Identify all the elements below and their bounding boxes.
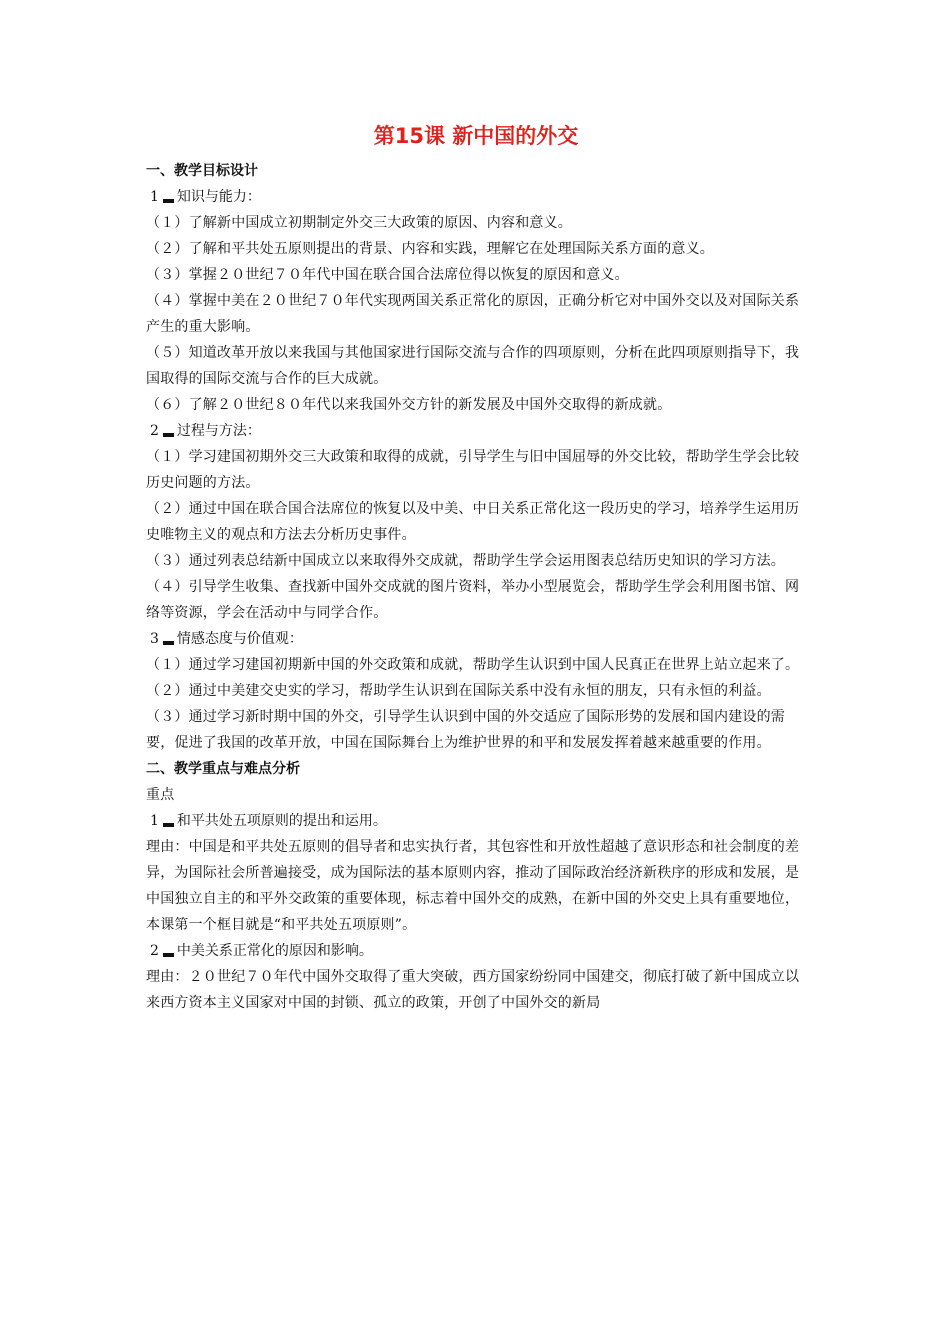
paragraph: （４）引导学生收集、查找新中国外交成就的图片资料，举办小型展览会，帮助学生学会利用图书馆、网络等资源，学会在活动中与同学合作。 <box>146 579 800 621</box>
section1-heading: 一、教学目标设计 <box>146 163 258 179</box>
bullet-mark-icon <box>163 433 174 437</box>
sub-number: 2 <box>150 423 159 439</box>
section2-heading: 二、教学重点与难点分析 <box>146 761 300 777</box>
reason-paragraph: 理由：中国是和平共处五原则的倡导者和忠实执行者，其包容性和开放性超越了意识形态和社会制度的差异，为国际社会所普遍接受，成为国际法的基本原则内容，推动了国际政治经济新秩序的形成和发展，是中国独立自主的和平外交政策的重要体现，标志着中国外交的成熟，在新中国的外交史上具有重要地位，本课第一个框目就是“和平共处五项原则”。 <box>146 839 800 933</box>
sub-label: 过程与方法： <box>176 423 261 439</box>
subheading-knowledge <box>146 184 806 210</box>
bullet-mark-icon <box>163 823 174 827</box>
sub-label: 知识与能力： <box>176 189 261 205</box>
focus-label: 重点 <box>146 787 175 803</box>
paragraph: （２）通过中国在联合国合法席位的恢复以及中美、中日关系正常化这一段历史的学习，培养学生运用历史唯物主义的观点和方法去分析历史事件。 <box>146 501 800 543</box>
paragraph: （３）通过学习新时期中国的外交，引导学生认识到中国的外交适应了国际形势的发展和国内建设的需要，促进了我国的改革开放，中国在国际舞台上为维护世界的和平和发展发挥着越来越重要的作用。 <box>146 709 785 751</box>
paragraph: （５）知道改革开放以来我国与其他国家进行国际交流与合作的四项原则，分析在此四项原则指导下，我国取得的国际交流与合作的巨大成就。 <box>146 345 800 387</box>
document-page <box>146 122 806 1016</box>
paragraph: （３）掌握２０世纪７０年代中国在联合国合法席位得以恢复的原因和意义。 <box>146 267 629 283</box>
sub-number: 2 <box>150 943 159 959</box>
bullet-mark-icon <box>163 199 174 203</box>
paragraph: （１）通过学习建国初期新中国的外交政策和成就，帮助学生认识到中国人民真正在世界上站立起来了。 <box>146 657 800 673</box>
subheading-values <box>146 626 806 652</box>
lesson-title: 第15课 新中国的外交 <box>373 124 579 148</box>
paragraph: （２）了解和平共处五原则提出的背景、内容和实践，理解它在处理国际关系方面的意义。 <box>146 241 714 257</box>
sub-label: 和平共处五项原则的提出和运用。 <box>176 813 387 829</box>
paragraph: （１）了解新中国成立初期制定外交三大政策的原因、内容和意义。 <box>146 215 572 231</box>
reason-paragraph: 理由：２０世纪７０年代中国外交取得了重大突破，西方国家纷纷同中国建交，彻底打破了新中国成立以来西方资本主义国家对中国的封锁、孤立的政策，开创了中国外交的新局 <box>146 969 800 1011</box>
paragraph: （６）了解２０世纪８０年代以来我国外交方针的新发展及中国外交取得的新成就。 <box>146 397 672 413</box>
sub-number: 1 <box>150 813 159 829</box>
sub-number: 3 <box>150 631 159 647</box>
bullet-mark-icon <box>163 953 174 957</box>
paragraph: （３）通过列表总结新中国成立以来取得外交成就，帮助学生学会运用图表总结历史知识的学习方法。 <box>146 553 785 569</box>
paragraph: （４）掌握中美在２０世纪７０年代实现两国关系正常化的原因，正确分析它对中国外交以及对国际关系产生的重大影响。 <box>146 293 800 335</box>
focus-point-2 <box>146 938 806 964</box>
sub-label: 中美关系正常化的原因和影响。 <box>176 943 373 959</box>
sub-label: 情感态度与价值观： <box>176 631 303 647</box>
bullet-mark-icon <box>163 641 174 645</box>
paragraph: （２）通过中美建交史实的学习，帮助学生认识到在国际关系中没有永恒的朋友，只有永恒的利益。 <box>146 683 771 699</box>
subheading-process <box>146 418 806 444</box>
sub-number: 1 <box>150 189 159 205</box>
focus-point-1 <box>146 808 806 834</box>
paragraph: （１）学习建国初期外交三大政策和取得的成就，引导学生与旧中国屈辱的外交比较，帮助学生学会比较历史问题的方法。 <box>146 449 800 491</box>
